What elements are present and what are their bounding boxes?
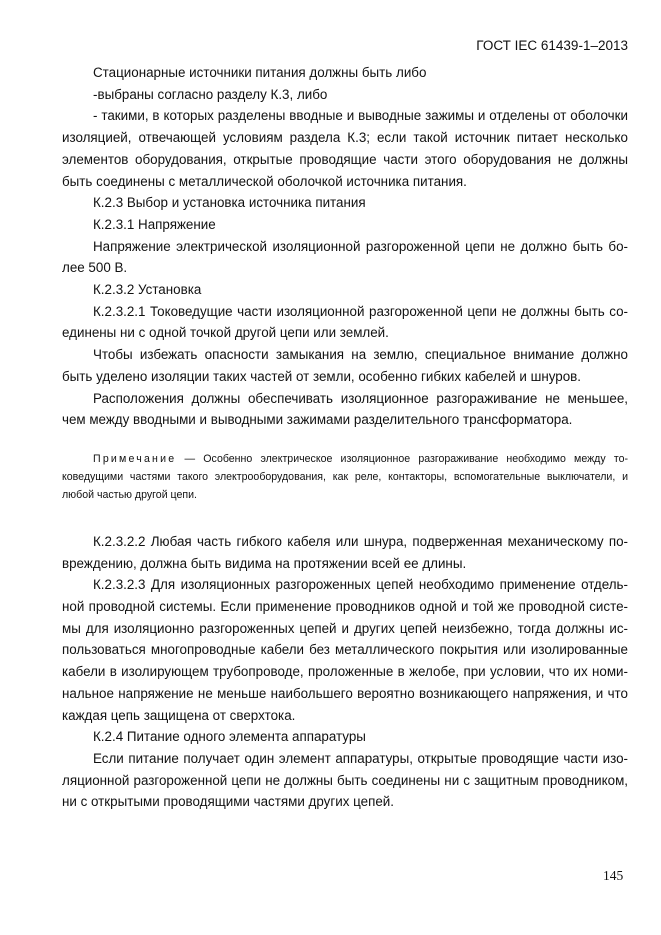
paragraph: Расположения должны обеспечивать изоляционное разгораживание не меньшее, чем между вводными и выводными зажимами разделительного трансформатора. [62, 390, 628, 428]
paragraph: Напряжение электрической изоляционной разгороженной цепи не должно быть бо-лее 500 В. [62, 238, 628, 276]
section-heading: К.2.3.1 Напряжение [93, 216, 216, 232]
paragraph: - такими, в которых разделены вводные и выводные зажимы и отделены от оболочки изоляцией, отвечающей условиям раздела К.3; если такой источник питает несколько элементов оборудования, открытые проводящие части этого оборудования не должны быть соединены с металлической оболочкой источника питания. [62, 108, 628, 189]
document-header: ГОСТ IEC 61439-1–2013 [476, 38, 628, 53]
note-text: — Особенно электрическое изоляционное разгораживание необходимо между то-коведущими частями такого электрооборудования, как реле, контакторы, вспомогательные выключатели, и любой частью другой цепи. [62, 452, 628, 501]
paragraph: -выбраны согласно разделу К.3, либо [93, 86, 328, 102]
paragraph: Если питание получает один элемент аппаратуры, открытые проводящие части изо-ляционной разгороженной цепи не должны быть соединены ни с защитным проводником, ни с открытыми проводящими частями других цепей. [62, 750, 628, 810]
paragraph: К.2.3.2.2 Любая часть гибкого кабеля или шнура, подверженная механическому по-вреждению, должна быть видима на протяжении всей ее длины. [62, 533, 628, 571]
paragraph: К.2.3.2.3 Для изоляционных разгороженных цепей необходимо применение отдель-ной проводной системы. Если применение проводников одной и той же проводной систе-мы для изоляционно разгороженных цепей и других цепей неизбежно, тогда должны ис-пользоваться многопроводные кабели без металлического покрытия или изолированные кабели в изолирующем трубопроводе, проложенные в желобе, при условии, что их номи-нальное напряжение не меньше наибольшего вероятно возникающего напряжения, и что каждая цепь защищена от сверхтока. [62, 577, 628, 723]
paragraph: К.2.3.2.1 Токоведущие части изоляционной разгороженной цепи не должны быть со-единены ни с одной точкой другой цепи или землей. [62, 303, 628, 341]
note-label: Примечание [93, 452, 177, 465]
paragraph: Чтобы избежать опасности замыкания на землю, специальное внимание должно быть уделено изоляции таких частей от земли, особенно гибких кабелей и шнуров. [62, 347, 628, 384]
section-heading: К.2.3.2 Установка [93, 282, 202, 298]
section-heading: К.2.3 Выбор и установка источника питания [93, 195, 366, 211]
page-number: 145 [603, 868, 624, 883]
document-body [62, 62, 628, 813]
section-heading: К.2.4 Питание одного элемента аппаратуры [93, 729, 366, 745]
paragraph: Стационарные источники питания должны быть либо [93, 65, 427, 80]
note-block [62, 450, 628, 504]
